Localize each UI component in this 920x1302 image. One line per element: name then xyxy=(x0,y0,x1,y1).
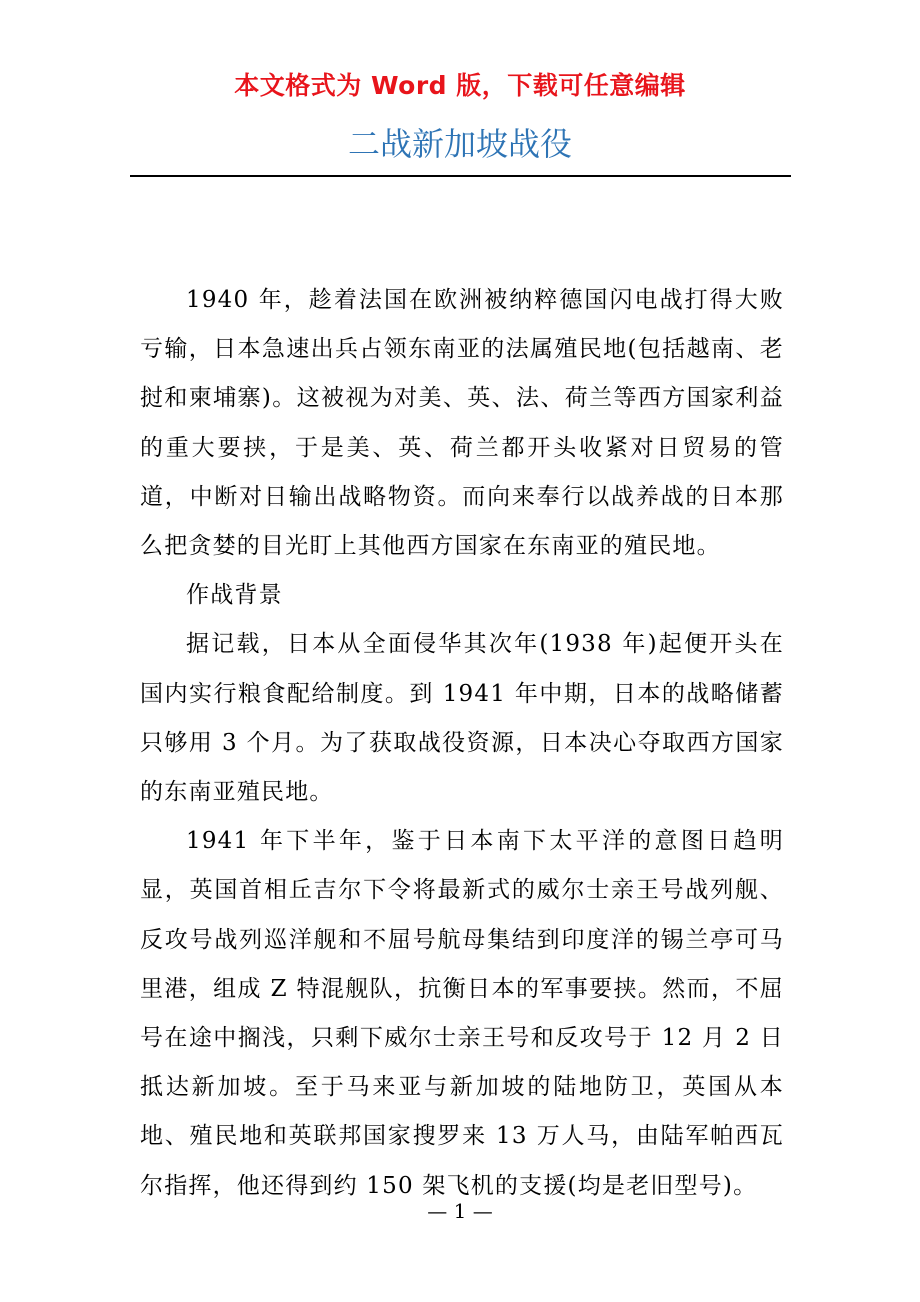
format-notice-banner: 本文格式为 Word 版，下载可任意编辑 xyxy=(234,71,686,100)
section-heading: 作战背景 xyxy=(186,582,283,609)
page-number: — 1 — xyxy=(427,1199,493,1223)
document-body xyxy=(140,276,784,1211)
paragraph: 1941 年下半年，鉴于日本南下太平洋的意图日趋明显，英国首相丘吉尔下令将最新式的威尔士亲王号战列舰、反攻号战列巡洋舰和不屈号航母集结到印度洋的锡兰亭可马里港，组成 Z 特混舰队，抗衡日本的军事要挟。然而，不屈号在途中搁浅，只剩下威尔士亲王号和反攻号于 12 月 2 日抵达新加坡。至于马来亚与新加坡的陆地防卫，英国从本地、殖民地和英联邦国家搜罗来 13 万人马，由陆军帕西瓦尔指挥，他还得到约 150 架飞机的支援(均是老旧型号)。 xyxy=(140,828,784,1199)
paragraph: 1940 年，趁着法国在欧洲被纳粹德国闪电战打得大败亏输，日本急速出兵占领东南亚的法属殖民地(包括越南、老挝和柬埔寨)。这被视为对美、英、法、荷兰等西方国家利益的重大要挟，于是美、英、荷兰都开头收紧对日贸易的管道，中断对日输出战略物资。而向来奉行以战养战的日本那么把贪婪的目光盯上其他西方国家在东南亚的殖民地。 xyxy=(140,287,784,560)
document-title: 二战新加坡战役 xyxy=(347,125,572,163)
title-divider xyxy=(130,175,791,177)
paragraph: 据记载，日本从全面侵华其次年(1938 年)起便开头在国内实行粮食配给制度。到 1941 年中期，日本的战略储蓄只够用 3 个月。为了获取战役资源，日本决心夺取西方国家的东南亚殖民地。 xyxy=(140,631,784,806)
